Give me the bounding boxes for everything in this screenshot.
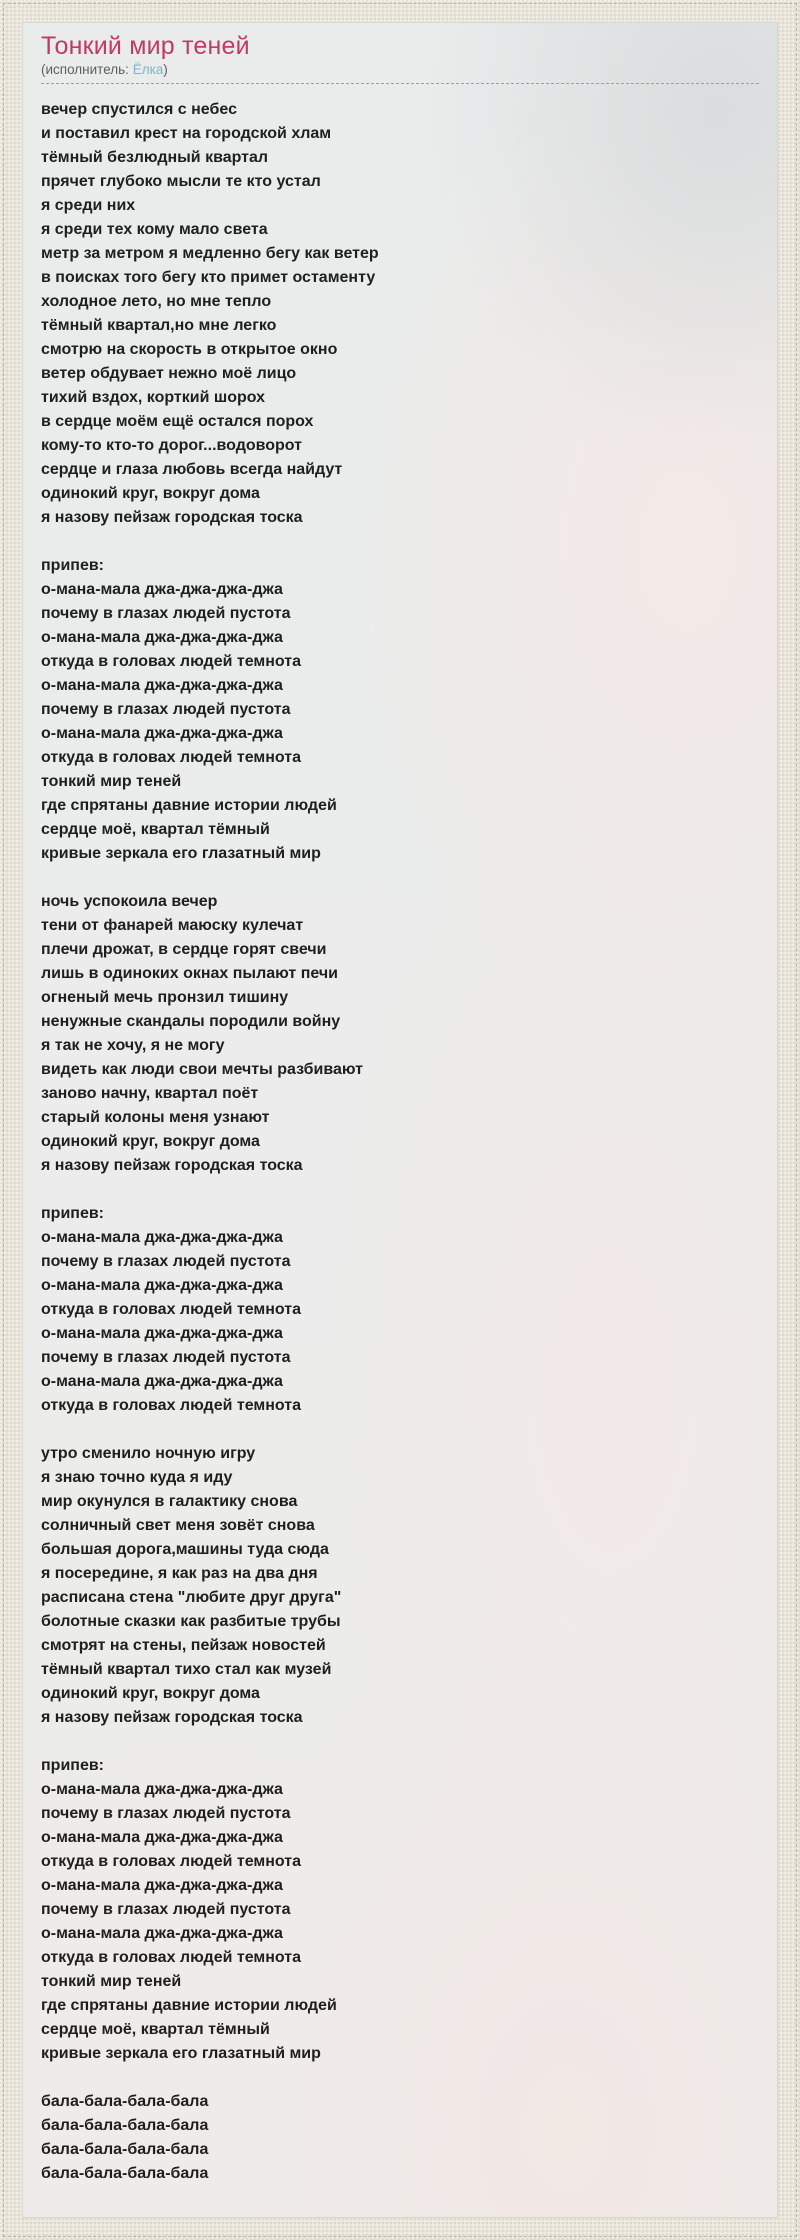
artist-label-prefix: (исполнитель: <box>41 62 133 77</box>
lyrics-card <box>22 22 778 2218</box>
lyrics-stanza: бала-бала-бала-бала бала-бала-бала-бала бала-бала-бала-бала бала-бала-бала-бала <box>41 2093 209 2182</box>
artist-link[interactable]: Ёлка <box>132 62 164 77</box>
lyrics-stanza: утро сменило ночную игру я знаю точно куда я иду мир окунулся в галактику снова солничный свет меня зовёт снова большая дорога,машины туда сюда я посередине, я как раз на два дня расписана стена "любите друг друга" болотные сказки как разбитые трубы смотрят на стены, пейзаж новостей тёмный квартал тихо стал как музей одинокий круг, вокруг дома я назову пейзаж городская тоска <box>41 1445 342 1726</box>
lyrics-stanza: припев: о-мана-мала джа-джа-джа-джа почему в глазах людей пустота о-мана-мала джа-джа-джа-джа откуда в головах людей темнота о-мана-мала джа-джа-джа-джа почему в глазах людей пустота о-мана-мала джа-джа-джа-джа откуда в головах людей темнота тонкий мир теней где спрятаны давние истории людей сердце моё, квартал тёмный кривые зеркала его глазатный мир <box>41 1757 337 2062</box>
artist-label-suffix: ) <box>163 62 168 77</box>
lyrics <box>41 98 759 2186</box>
artist-line <box>41 62 759 84</box>
lyrics-stanza: вечер спустился с небес и поставил крест на городской хлам тёмный безлюдный квартал прячет глубоко мысли те кто устал я среди них я среди тех кому мало света метр за метром я медленно бегу как ветер в поисках того бегу кто примет остаменту холодное лето, но мне тепло тёмный квартал,но мне легко смотрю на скорость в открытое окно ветер обдувает нежно моё лицо тихий вздох, корткий шорох в сердце моём ещё остался порох кому-то кто-то дорог...водоворот сердце и глаза любовь всегда найдут одинокий круг, вокруг дома я назову пейзаж городская тоска <box>41 101 379 526</box>
lyrics-stanza: припев: о-мана-мала джа-джа-джа-джа почему в глазах людей пустота о-мана-мала джа-джа-джа-джа откуда в головах людей темнота о-мана-мала джа-джа-джа-джа почему в глазах людей пустота о-мана-мала джа-джа-джа-джа откуда в головах людей темнота тонкий мир теней где спрятаны давние истории людей сердце моё, квартал тёмный кривые зеркала его глазатный мир <box>41 557 337 862</box>
song-title: Тонкий мир теней <box>41 32 250 60</box>
lyrics-stanza: припев: о-мана-мала джа-джа-джа-джа почему в глазах людей пустота о-мана-мала джа-джа-джа-джа откуда в головах людей темнота о-мана-мала джа-джа-джа-джа почему в глазах людей пустота о-мана-мала джа-джа-джа-джа откуда в головах людей темнота <box>41 1205 302 1414</box>
lyrics-stanza: ночь успокоила вечер тени от фанарей маюску кулечат плечи дрожат, в сердце горят свечи лишь в одиноких окнах пылают печи огненый мечь пронзил тишину ненужные скандалы породили войну я так не хочу, я не могу видеть как люди свои мечты разбивают заново начну, квартал поёт старый колоны меня узнают одинокий круг, вокруг дома я назову пейзаж городская тоска <box>41 893 363 1174</box>
lyrics-card-content <box>23 23 777 2206</box>
